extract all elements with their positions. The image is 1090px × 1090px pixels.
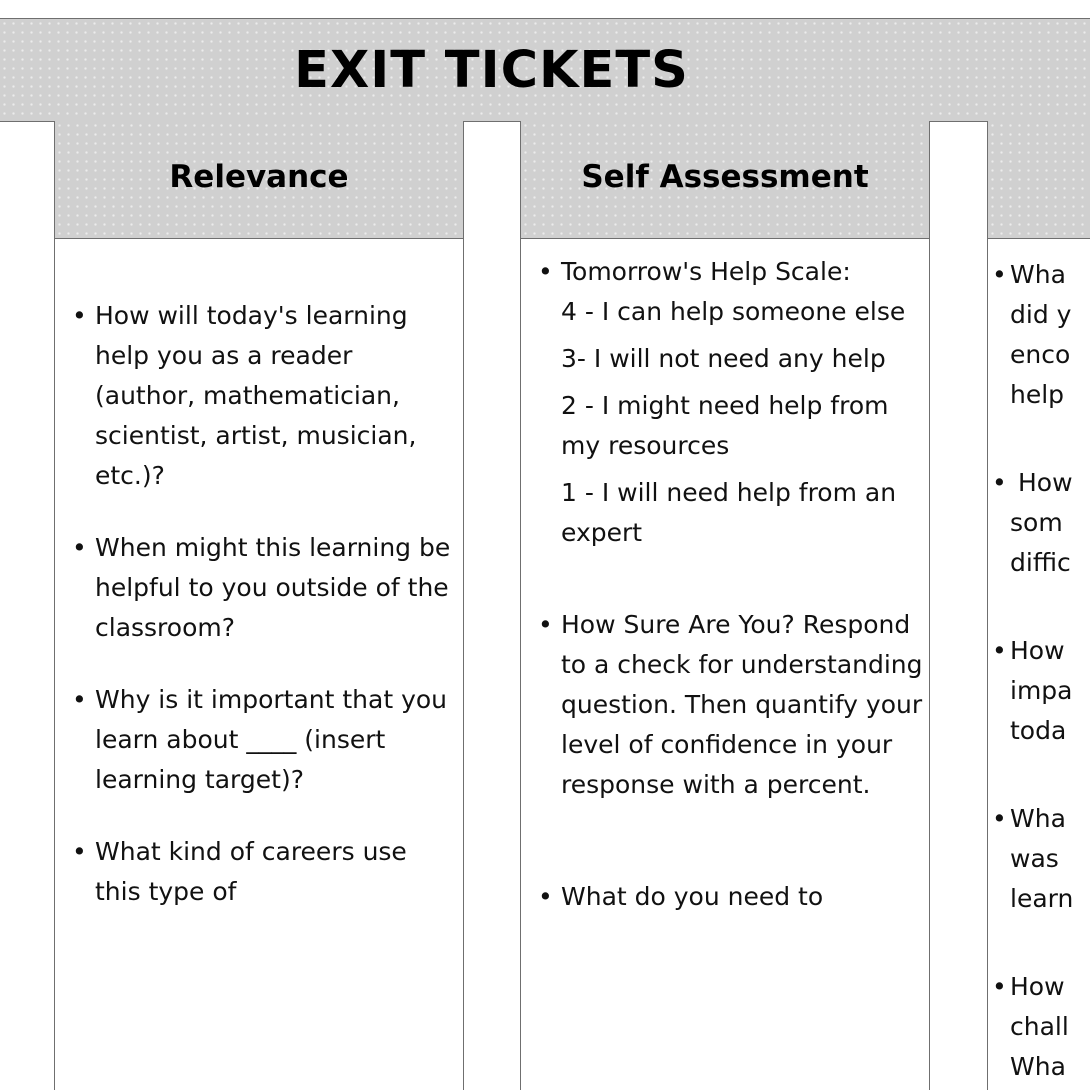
bullet-icon: • [992, 636, 1007, 665]
relevance-header [55, 121, 463, 239]
list-item: • How will today's learning help you as a reader (author, mathematician, scientist, artist, musician, etc.)? [55, 296, 463, 496]
list-item: • Why is it important that you learn about ____ (insert learning target)? [55, 680, 463, 800]
list-item: • Wha was learn [988, 799, 1090, 919]
bullet-icon: • [72, 685, 87, 714]
bullet-icon: • [992, 260, 1007, 289]
list-item: • What do you need to [521, 877, 929, 917]
bullet-icon: • [538, 610, 553, 639]
bullet-icon: • [992, 468, 1007, 497]
third-column-header [988, 121, 1090, 239]
relevance-title: Relevance [169, 159, 349, 195]
self-assessment-title: Self Assessment [581, 159, 869, 195]
list-item: • How som diffic [988, 463, 1090, 583]
list-item: • Wha did y enco help [988, 255, 1090, 415]
help-scale-heading: Tomorrow's Help Scale: [561, 257, 851, 286]
help-scale-levels [521, 292, 929, 553]
help-level: 1 - I will need help from an expert [561, 478, 897, 547]
page-title: EXIT TICKETS [294, 41, 689, 100]
list-item: • When might this learning be helpful to you outside of the classroom? [55, 528, 463, 648]
bullet-icon: • [72, 533, 87, 562]
list-item: • How Sure Are You? Respond to a check for understanding question. Then quantify your level of confidence in your response with a percent. [521, 605, 929, 805]
self-assessment-header [521, 121, 929, 239]
title-banner [0, 18, 1090, 122]
bullet-icon: • [72, 301, 87, 330]
help-scale-item [521, 252, 929, 292]
bullet-icon: • [538, 882, 553, 911]
help-level: 3- I will not need any help [561, 344, 886, 373]
relevance-body [55, 296, 463, 912]
list-item: • How impa toda [988, 631, 1090, 751]
bullet-icon: • [72, 837, 87, 866]
relevance-column [54, 121, 464, 1090]
help-level: 4 - I can help someone else [561, 297, 906, 326]
bullet-icon: • [992, 804, 1007, 833]
third-column [987, 121, 1090, 1090]
self-assessment-body [521, 252, 929, 917]
list-item: • How chall Wha [988, 967, 1090, 1087]
list-item: • What kind of careers use this type of [55, 832, 463, 912]
self-assessment-column [520, 121, 930, 1090]
bullet-icon: • [992, 972, 1007, 1001]
help-level: 2 - I might need help from my resources [561, 391, 889, 460]
bullet-icon: • [538, 257, 553, 286]
third-column-body [988, 255, 1090, 1087]
